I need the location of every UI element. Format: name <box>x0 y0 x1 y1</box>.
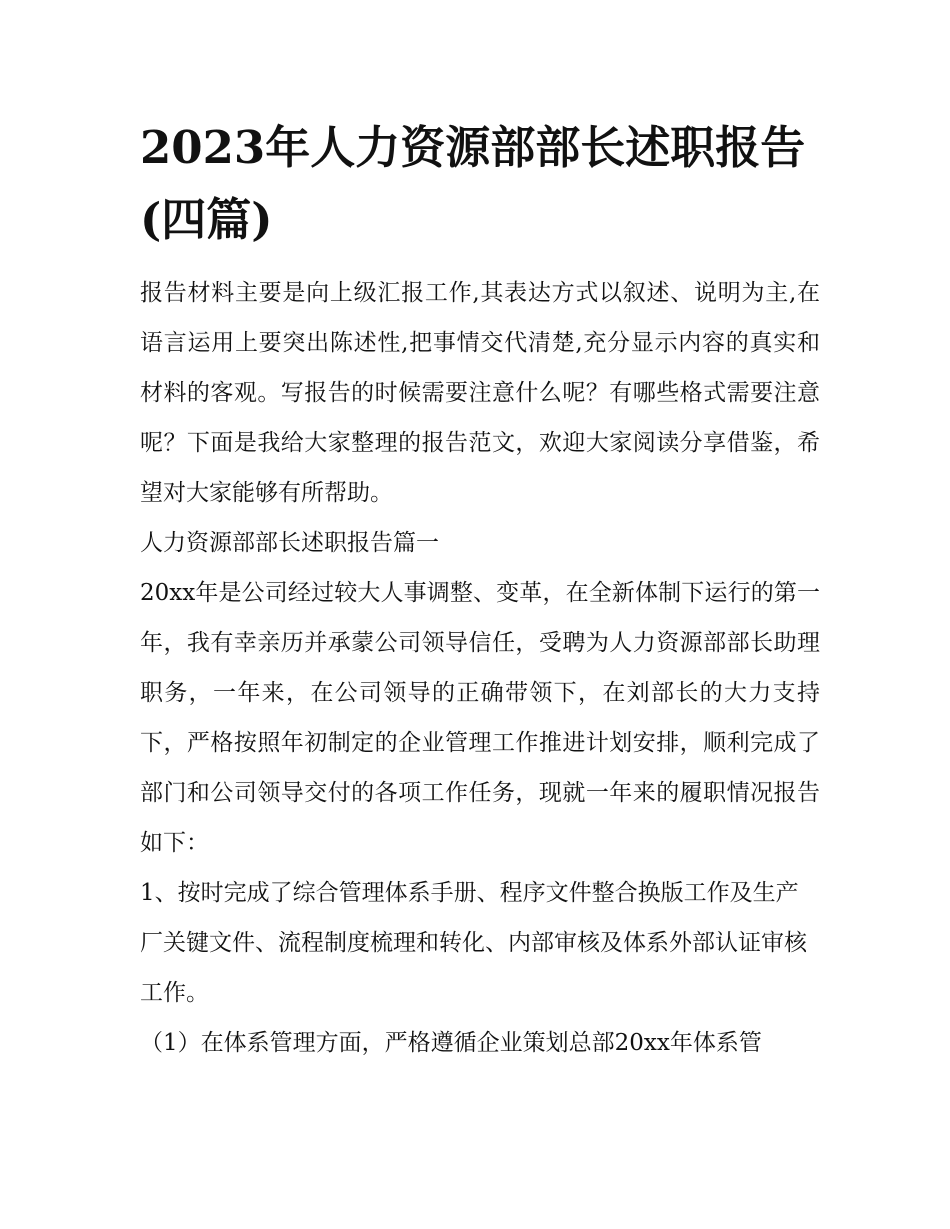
document-title: 2023年人力资源部部长述职报告(四篇) <box>140 121 806 246</box>
document-page <box>140 112 820 1068</box>
intro-paragraph: 报告材料主要是向上级汇报工作,其表达方式以叙述、说明为主,在语言运用上要突出陈述性,把事情交代清楚,充分显示内容的真实和材料的客观。写报告的时候需要注意什么呢？有哪些格式需要注意呢？下面是我给大家整理的报告范文，欢迎大家阅读分享借鉴，希望对大家能够有所帮助。 <box>140 280 820 506</box>
section-body-paragraph: 20xx年是公司经过较大人事调整、变革，在全新体制下运行的第一年，我有幸亲历并承蒙公司领导信任，受聘为人力资源部部长助理职务，一年来，在公司领导的正确带领下，在刘部长的大力支持下，严格按照年初制定的企业管理工作推进计划安排，顺利完成了部门和公司领导交付的各项工作任务，现就一年来的履职情况报告如下： <box>140 580 820 856</box>
list-item-1-1: （1）在体系管理方面，严格遵循企业策划总部20xx年体系管 <box>140 1030 762 1056</box>
section-heading: 人力资源部部长述职报告篇一 <box>140 530 439 556</box>
list-item-1: 1、按时完成了综合管理体系手册、程序文件整合换版工作及生产厂关键文件、流程制度梳理和转化、内部审核及体系外部认证审核工作。 <box>140 880 807 1006</box>
